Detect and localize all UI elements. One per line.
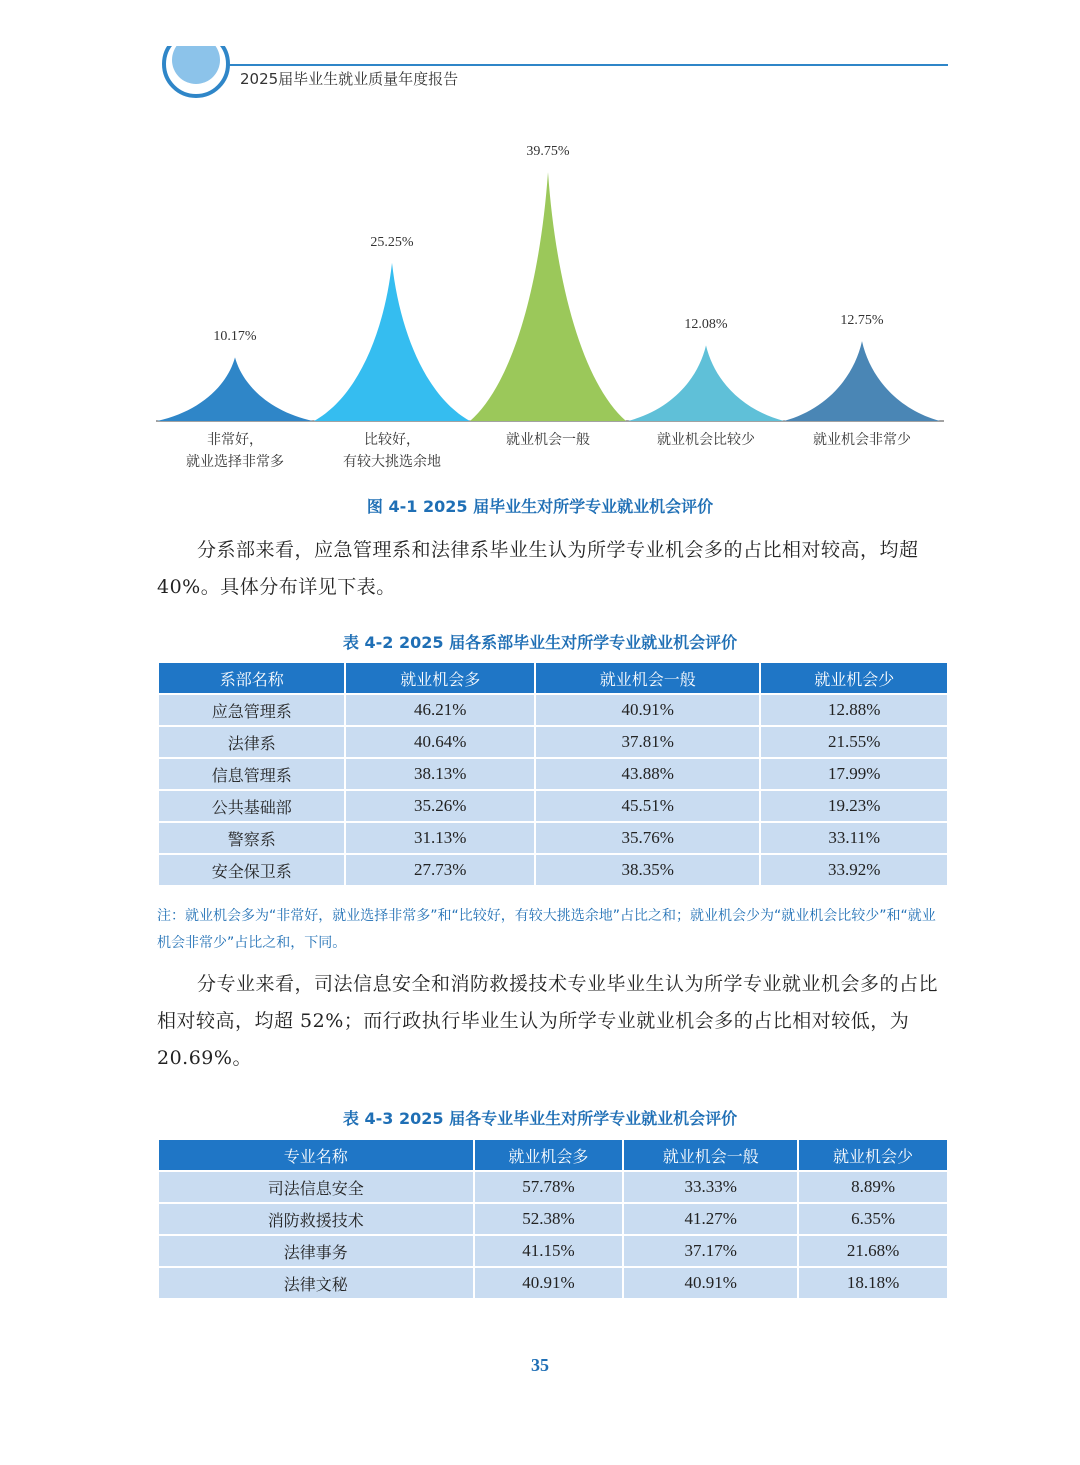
table-row bbox=[159, 791, 947, 821]
value-cell: 31.13% bbox=[346, 823, 534, 853]
table-row bbox=[159, 759, 947, 789]
table-note: 注：就业机会多为“非常好，就业选择非常多”和“比较好，有较大挑选余地”占比之和；就业机会少为“就业机会比较少”和“就业机会非常少”占比之和，下同。 bbox=[157, 908, 936, 951]
row-label-cell: 司法信息安全 bbox=[159, 1172, 473, 1202]
col-header-average: 就业机会一般 bbox=[536, 663, 759, 693]
col-header-department: 系部名称 bbox=[159, 663, 344, 693]
category-label-line: 就业机会比较少 bbox=[657, 432, 755, 448]
report-logo-icon bbox=[162, 40, 232, 100]
value-cell: 38.35% bbox=[536, 855, 759, 885]
page-number: 35 bbox=[531, 1355, 549, 1375]
peak-mark-2 bbox=[314, 263, 470, 421]
paragraph-department bbox=[157, 532, 957, 606]
row-label-cell: 法律事务 bbox=[159, 1236, 473, 1266]
data-label: 12.08% bbox=[684, 317, 728, 333]
value-cell: 6.35% bbox=[799, 1204, 947, 1234]
value-cell: 40.91% bbox=[624, 1268, 797, 1298]
value-cell: 21.55% bbox=[761, 727, 947, 757]
table-row bbox=[159, 1172, 947, 1202]
row-label-cell: 法律文秘 bbox=[159, 1268, 473, 1298]
paragraph-major-text: 分专业来看，司法信息安全和消防救援技术专业毕业生认为所学专业就业机会多的占比相对较高，均超 52%；而行政执行毕业生认为所学专业就业机会多的占比相对较低，为 20.69%。 bbox=[157, 973, 939, 1069]
col-header-few: 就业机会少 bbox=[799, 1140, 947, 1170]
paragraph-department-text: 分系部来看，应急管理系和法律系毕业生认为所学专业机会多的占比相对较高，均超 40%。具体分布详见下表。 bbox=[157, 539, 919, 598]
category-label-line: 比较好， bbox=[364, 432, 420, 448]
value-cell: 40.64% bbox=[346, 727, 534, 757]
row-label-cell: 警察系 bbox=[159, 823, 344, 853]
report-title: 2025届毕业生就业质量年度报告 bbox=[240, 70, 459, 88]
header-rule bbox=[228, 64, 948, 66]
data-label: 39.75% bbox=[526, 144, 570, 160]
major-table bbox=[157, 1138, 949, 1300]
row-label-cell: 法律系 bbox=[159, 727, 344, 757]
col-header-major: 专业名称 bbox=[159, 1140, 473, 1170]
value-cell: 8.89% bbox=[799, 1172, 947, 1202]
value-cell: 57.78% bbox=[475, 1172, 623, 1202]
department-table bbox=[157, 661, 949, 887]
row-label-cell: 应急管理系 bbox=[159, 695, 344, 725]
table-row bbox=[159, 1204, 947, 1234]
category-label-line: 就业机会一般 bbox=[506, 432, 590, 448]
table-4-2-caption: 表 4-2 2025 届各系部毕业生对所学专业就业机会评价 bbox=[342, 633, 738, 652]
peak-mark-4 bbox=[628, 345, 784, 421]
category-label bbox=[782, 429, 942, 451]
category-label-line: 非常好， bbox=[207, 432, 263, 448]
figure-caption: 图 4-1 2025 届毕业生对所学专业就业机会评价 bbox=[366, 497, 714, 516]
value-cell: 41.15% bbox=[475, 1236, 623, 1266]
value-cell: 52.38% bbox=[475, 1204, 623, 1234]
peak-mark-3 bbox=[470, 172, 626, 421]
value-cell: 37.17% bbox=[624, 1236, 797, 1266]
table-4-3-caption: 表 4-3 2025 届各专业毕业生对所学专业就业机会评价 bbox=[342, 1109, 738, 1128]
col-header-few: 就业机会少 bbox=[761, 663, 947, 693]
table-row bbox=[159, 727, 947, 757]
data-label: 10.17% bbox=[213, 329, 257, 345]
value-cell: 45.51% bbox=[536, 791, 759, 821]
category-label bbox=[468, 429, 628, 451]
value-cell: 33.11% bbox=[761, 823, 947, 853]
value-cell: 38.13% bbox=[346, 759, 534, 789]
category-label bbox=[155, 429, 315, 473]
table-row bbox=[159, 695, 947, 725]
peak-mark-5 bbox=[784, 341, 940, 421]
category-label bbox=[312, 429, 472, 473]
value-cell: 12.88% bbox=[761, 695, 947, 725]
value-cell: 40.91% bbox=[475, 1268, 623, 1298]
col-header-average: 就业机会一般 bbox=[624, 1140, 797, 1170]
table-row bbox=[159, 1268, 947, 1298]
value-cell: 18.18% bbox=[799, 1268, 947, 1298]
category-label bbox=[626, 429, 786, 451]
value-cell: 21.68% bbox=[799, 1236, 947, 1266]
data-label: 12.75% bbox=[840, 313, 884, 329]
col-header-many: 就业机会多 bbox=[346, 663, 534, 693]
value-cell: 40.91% bbox=[536, 695, 759, 725]
page-header bbox=[0, 0, 1080, 110]
row-label-cell: 安全保卫系 bbox=[159, 855, 344, 885]
paragraph-major bbox=[157, 966, 957, 1077]
value-cell: 27.73% bbox=[346, 855, 534, 885]
table-header-row bbox=[159, 1140, 947, 1170]
peak-mark-1 bbox=[157, 357, 313, 421]
table-row bbox=[159, 1236, 947, 1266]
table-row bbox=[159, 823, 947, 853]
row-label-cell: 信息管理系 bbox=[159, 759, 344, 789]
value-cell: 41.27% bbox=[624, 1204, 797, 1234]
value-cell: 43.88% bbox=[536, 759, 759, 789]
row-label-cell: 公共基础部 bbox=[159, 791, 344, 821]
value-cell: 17.99% bbox=[761, 759, 947, 789]
value-cell: 33.92% bbox=[761, 855, 947, 885]
row-label-cell: 消防救援技术 bbox=[159, 1204, 473, 1234]
value-cell: 33.33% bbox=[624, 1172, 797, 1202]
value-cell: 37.81% bbox=[536, 727, 759, 757]
category-label-line: 有较大挑选余地 bbox=[343, 454, 441, 470]
value-cell: 19.23% bbox=[761, 791, 947, 821]
employment-opportunity-chart bbox=[150, 140, 950, 485]
category-label-line: 就业选择非常多 bbox=[186, 454, 284, 470]
table-header-row bbox=[159, 663, 947, 693]
col-header-many: 就业机会多 bbox=[475, 1140, 623, 1170]
value-cell: 46.21% bbox=[346, 695, 534, 725]
category-label-line: 就业机会非常少 bbox=[813, 432, 911, 448]
value-cell: 35.76% bbox=[536, 823, 759, 853]
table-row bbox=[159, 855, 947, 885]
data-label: 25.25% bbox=[370, 234, 414, 250]
value-cell: 35.26% bbox=[346, 791, 534, 821]
